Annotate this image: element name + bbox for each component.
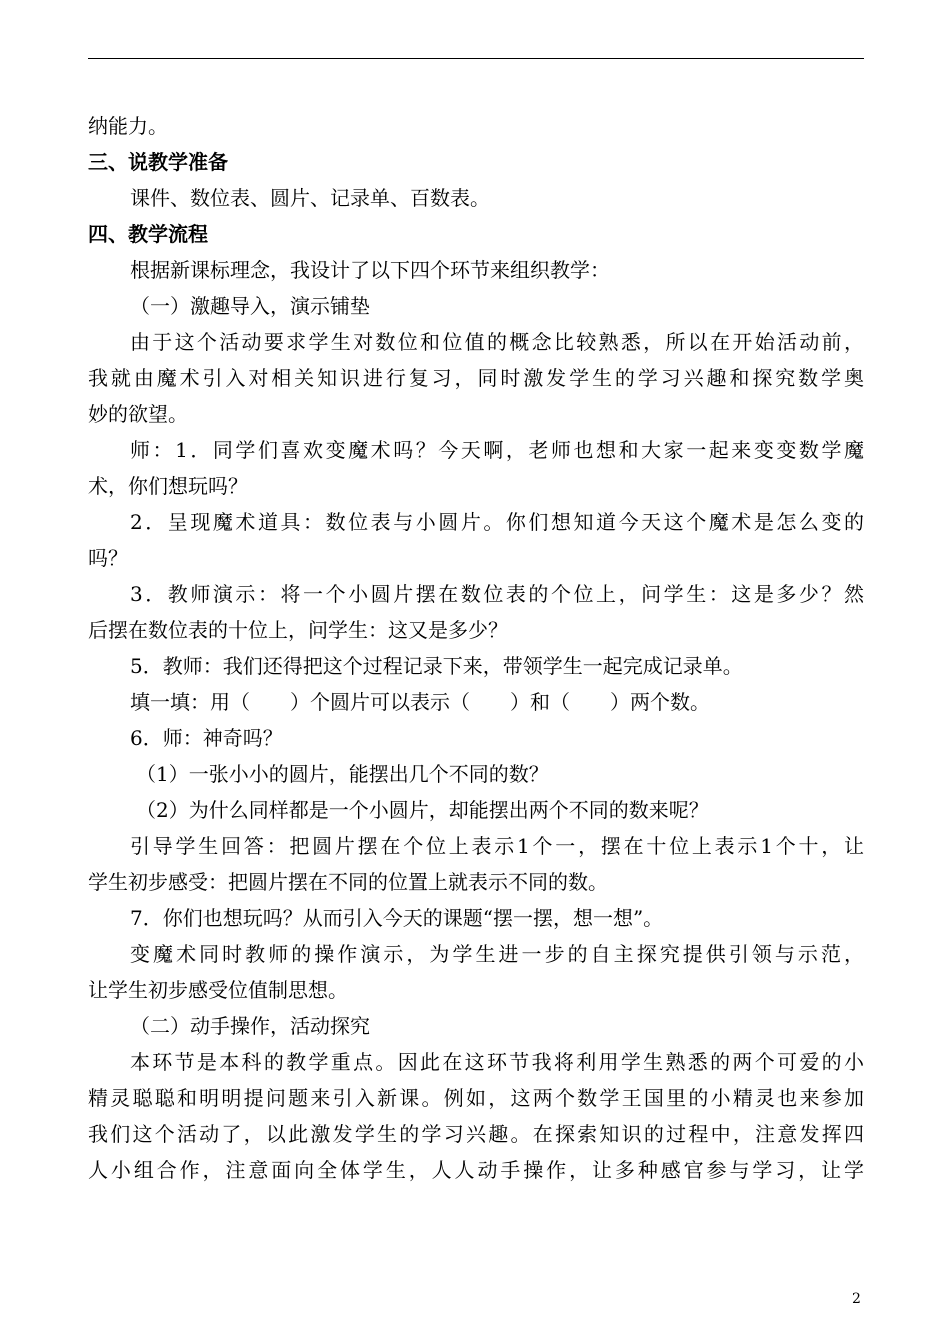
section-heading-process: 四、教学流程 (88, 222, 208, 246)
text-line: 学生初步感受：把圆片摆在不同的位置上就表示不同的数。 (88, 870, 608, 894)
text-line: 6．师：神奇吗？ (130, 726, 283, 750)
text-line: （2）为什么同样都是一个小圆片，却能摆出两个不同的数来呢？ (136, 798, 709, 822)
text-line: 师：1．同学们喜欢变魔术吗？今天啊，老师也想和大家一起来变变数学魔 (130, 438, 864, 462)
subsection-heading-intro: （一）激趣导入，演示铺垫 (130, 294, 370, 318)
text-line: 精灵聪聪和明明提问题来引入新课。例如，这两个数学王国里的小精灵也来参加 (88, 1086, 864, 1110)
text-line: 纳能力。 (88, 114, 168, 138)
text-line: 3．教师演示：将一个小圆片摆在数位表的个位上，问学生：这是多少？然 (130, 582, 864, 606)
text-line: 妙的欲望。 (88, 402, 188, 426)
text-line: 7．你们也想玩吗？从而引入今天的课题“摆一摆，想一想”。 (130, 906, 664, 930)
text-line: 我们这个活动了，以此激发学生的学习兴趣。在探索知识的过程中，注意发挥四 (88, 1122, 864, 1146)
text-line: 本环节是本科的教学重点。因此在这环节我将利用学生熟悉的两个可爱的小 (130, 1050, 864, 1074)
text-line: 引导学生回答：把圆片摆在个位上表示1个一，摆在十位上表示1个十，让 (130, 834, 864, 858)
header-rule (88, 58, 864, 59)
text-line: 吗？ (88, 546, 128, 570)
text-line: 后摆在数位表的十位上，问学生：这又是多少？ (88, 618, 508, 642)
fill-in-line: 填一填：用（ ）个圆片可以表示（ ）和（ ）两个数。 (130, 690, 710, 714)
text-line: 人小组合作，注意面向全体学生，人人动手操作，让多种感官参与学习，让学 (88, 1158, 864, 1182)
text-line: 5．教师：我们还得把这个过程记录下来，带领学生一起完成记录单。 (130, 654, 743, 678)
text-line: 课件、数位表、圆片、记录单、百数表。 (130, 186, 490, 210)
subsection-heading-explore: （二）动手操作，活动探究 (130, 1014, 370, 1038)
text-line: 根据新课标理念，我设计了以下四个环节来组织教学： (130, 258, 610, 282)
text-line: 让学生初步感受位值制思想。 (88, 978, 348, 1002)
text-line: 我就由魔术引入对相关知识进行复习，同时激发学生的学习兴趣和探究数学奥 (88, 366, 864, 390)
text-line: 由于这个活动要求学生对数位和位值的概念比较熟悉，所以在开始活动前， (130, 330, 864, 354)
text-line: 2．呈现魔术道具：数位表与小圆片。你们想知道今天这个魔术是怎么变的 (130, 510, 864, 534)
section-heading-preparation: 三、说教学准备 (88, 150, 228, 174)
text-line: （1）一张小小的圆片，能摆出几个不同的数？ (136, 762, 549, 786)
page-number: 2 (852, 1291, 861, 1307)
text-line: 变魔术同时教师的操作演示，为学生进一步的自主探究提供引领与示范， (130, 942, 864, 966)
text-line: 术，你们想玩吗？ (88, 474, 248, 498)
document-body (88, 108, 864, 1188)
